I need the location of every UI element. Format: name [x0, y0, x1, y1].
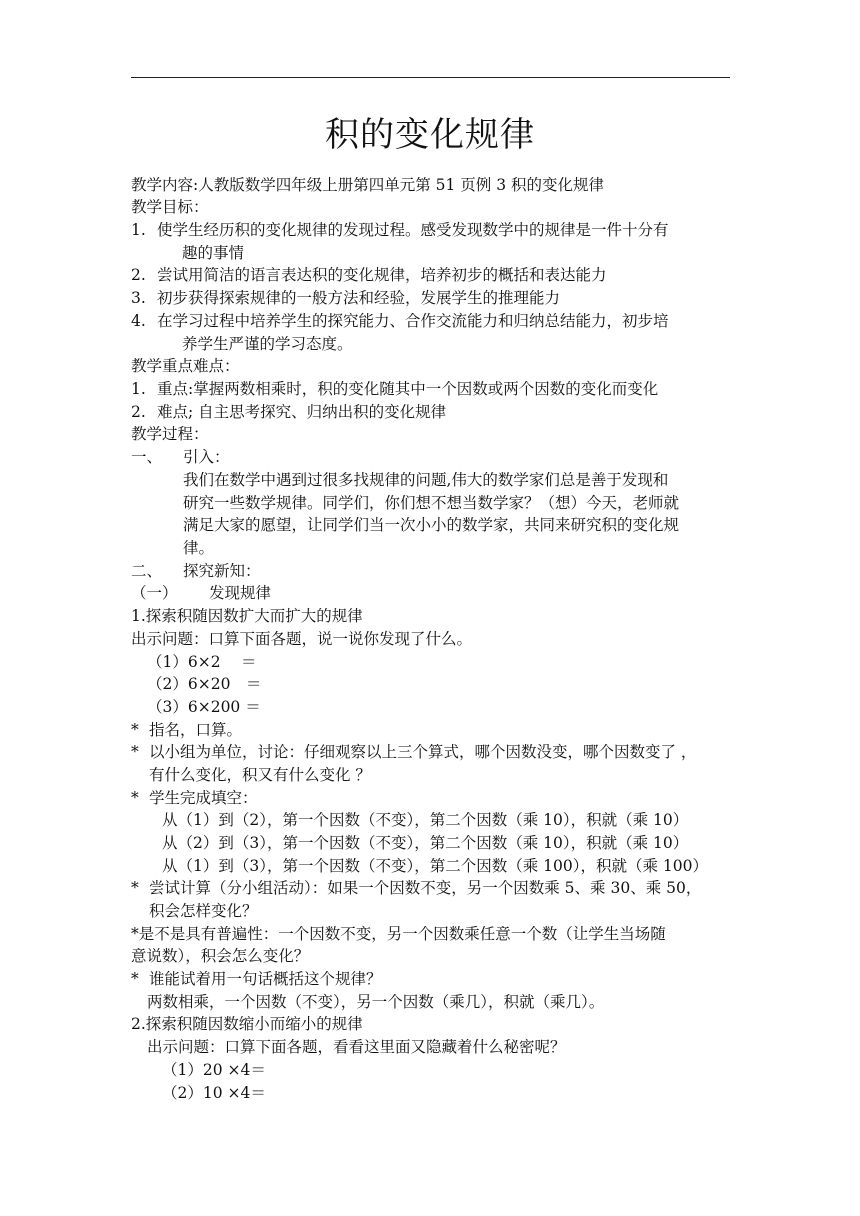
- key-heading: 教学重点难点：: [131, 357, 240, 375]
- section-prompt: 出示问题：口算下面各题，看看这里面又隐藏着什么秘密呢？: [147, 1038, 566, 1056]
- exercise-line: （2）6×20 ＝: [147, 675, 262, 693]
- fill-line: 从（1）到（2），第一个因数（不变），第二个因数（乘 10），积就（乘 10）: [162, 811, 689, 829]
- bullet-mark: *: [131, 743, 139, 761]
- goal-text: 趣的事情: [182, 244, 245, 262]
- part-label: 探究新知：: [183, 562, 261, 580]
- intro-text: 研究一些数学规律。同学们，你们想不想当数学家？（想）今天，老师就: [183, 494, 680, 512]
- goals-heading: 教学目标：: [131, 198, 209, 216]
- fill-line: 从（2）到（3），第一个因数（不变），第二个因数（乘 10），积就（乘 10）: [162, 834, 689, 852]
- exercise-line: （1）6×2 ＝: [147, 653, 257, 671]
- goal-text: 在学习过程中培养学生的探究能力、合作交流能力和归纳总结能力，初步培: [157, 312, 669, 330]
- summary-text: 两数相乘，一个因数（不变），另一个因数（乘几），积就（乘几）。: [147, 993, 605, 1011]
- goal-text: 初步获得探索规律的一般方法和经验，发展学生的推理能力: [157, 289, 561, 307]
- bullet-mark: *: [131, 721, 139, 739]
- key-text: 难点; 自主思考探究、归纳出积的变化规律: [157, 403, 447, 421]
- intro-text: 律。: [183, 539, 215, 557]
- bullet-text: 指名，口算。: [149, 721, 243, 739]
- content-line: 教学内容:人教版数学四年级上册第四单元第 51 页例 3 积的变化规律: [131, 176, 605, 194]
- part-number: 二、: [131, 562, 163, 580]
- section-title: 1.探索积随因数扩大而扩大的规律: [131, 607, 363, 625]
- bullet-mark: *: [131, 970, 139, 988]
- exercise-line: （2）10 ×4＝: [162, 1084, 266, 1102]
- general-text: *是不是具有普遍性：一个因数不变，另一个因数乘任意一个数（让学生当场随: [131, 925, 666, 943]
- section-prompt: 出示问题：口算下面各题，说一说你发现了什么。: [131, 630, 473, 648]
- bullet-mark: *: [131, 789, 139, 807]
- section-title: 2.探索积随因数缩小而缩小的规律: [131, 1015, 363, 1033]
- part-number: 一、: [131, 448, 163, 466]
- header-rule: [131, 77, 730, 78]
- general-text: 意说数），积会怎么变化？: [131, 947, 310, 965]
- exercise-line: （1）20 ×4＝: [162, 1061, 266, 1079]
- sub-number: （一）: [131, 584, 178, 602]
- process-heading: 教学过程：: [131, 425, 209, 443]
- bullet-text: 积会怎样变化？: [149, 902, 258, 920]
- intro-text: 我们在数学中遇到过很多找规律的问题,伟大的数学家们总是善于发现和: [183, 471, 669, 489]
- intro-text: 满足大家的愿望，让同学们当一次小小的数学家，共同来研究积的变化规: [183, 516, 680, 534]
- fill-line: 从（1）到（3），第一个因数（不变），第二个因数（乘 100），积就（乘 100）: [162, 857, 708, 875]
- key-number: 2.: [131, 403, 146, 421]
- exercise-line: （3）6×200 ＝: [147, 698, 261, 716]
- goal-text: 尝试用简洁的语言表达积的变化规律，培养初步的概括和表达能力: [157, 266, 607, 284]
- document-title: 积的变化规律: [325, 115, 535, 155]
- bullet-text: 尝试计算（分小组活动）：如果一个因数不变，另一个因数乘 5、乘 30、乘 50，: [149, 879, 702, 897]
- part-label: 引入：: [183, 448, 230, 466]
- bullet-text: 谁能试着用一句话概括这个规律？: [149, 970, 382, 988]
- bullet-text: 学生完成填空：: [149, 789, 258, 807]
- goal-number: 1.: [131, 221, 146, 239]
- goal-number: 2.: [131, 266, 146, 284]
- goal-text: 养学生严谨的学习态度。: [182, 335, 353, 353]
- sub-label: 发现规律: [209, 584, 272, 602]
- bullet-mark: *: [131, 879, 139, 897]
- key-number: 1.: [131, 380, 146, 398]
- key-text: 重点:掌握两数相乘时，积的变化随其中一个因数或两个因数的变化而变化: [157, 380, 659, 398]
- bullet-text: 以小组为单位，讨论：仔细观察以上三个算式，哪个因数没变，哪个因数变了 ，: [149, 743, 697, 761]
- goal-text: 使学生经历积的变化规律的发现过程。感受发现数学中的规律是一件十分有: [157, 221, 669, 239]
- goal-number: 4.: [131, 312, 146, 330]
- bullet-text: 有什么变化，积又有什么变化 ？: [149, 766, 371, 784]
- goal-number: 3.: [131, 289, 146, 307]
